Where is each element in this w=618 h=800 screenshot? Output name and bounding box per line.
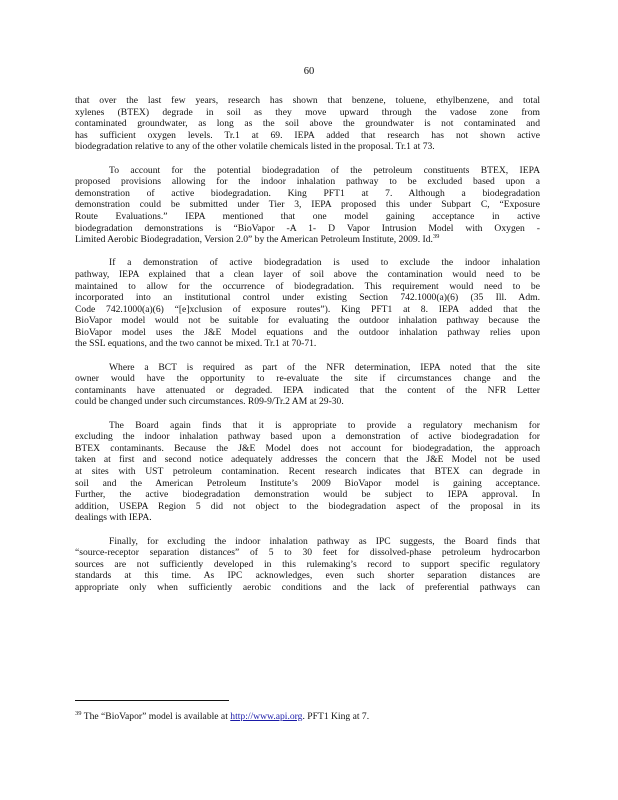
text-line: owner would have the opportunity to re-evaluate the site if circumstances change and the [75, 373, 540, 385]
paragraph-gap [75, 524, 540, 536]
text-line: that over the last few years, research has shown that benzene, toluene, ethylbenzene, and total [75, 95, 540, 106]
text-line: taken at first and second notice adequately addresses the concern that the J&E Model not be used [75, 454, 540, 466]
footnote-text-after: . PFT1 King at 7. [302, 711, 370, 722]
text-line: If a demonstration of active biodegradation is used to exclude the indoor inhalation [109, 257, 540, 269]
text-line: dealings with IEPA. [75, 512, 152, 524]
paragraph-gap [75, 153, 540, 165]
footnote-reference[interactable]: 39 [432, 234, 440, 240]
text-line: appropriate only when sufficiently aerobic conditions and the lack of preferential pathways can [75, 581, 540, 593]
footnote-number: 39 [75, 709, 82, 717]
text-line: incorporated into an institutional control under existing Section 742.1000(a)(6) (35 Ill. Adm. [75, 292, 540, 304]
text-line: proposed provisions allowing for the indoor inhalation pathway to be excluded based upon a [75, 176, 540, 188]
text-line: demonstration of active biodegradation. King PFT1 at 7. Although a biodegradation [75, 187, 540, 199]
text-line: excluding the indoor inhalation pathway based upon a demonstration of active biodegradation for [75, 431, 540, 443]
footnote-text-before: The “BioVapor” model is available at [83, 711, 231, 722]
footnote [75, 711, 540, 723]
paragraph-gap [75, 350, 540, 362]
paragraph [75, 420, 540, 524]
paragraph [75, 362, 540, 408]
text-line: Route Evaluations.” IEPA mentioned that one model gaining acceptance in active [75, 210, 540, 222]
paragraph [75, 95, 540, 153]
text-line: could be changed under such circumstances. R09-9/Tr.2 AM at 29-30. [75, 396, 344, 408]
text-line: “source-receptor separation distances” of 5 to 30 feet for dissolved-phase petroleum hydrocarbon [75, 547, 540, 559]
page-number: 60 [303, 66, 315, 77]
text-line: Limited Aerobic Biodegradation, Version 2.0” by the American Petroleum Institute, 2009. Id.$^{39}$ [75, 234, 440, 246]
paragraph-gap [75, 408, 540, 420]
text-line: contaminants have attenuated or degraded. IEPA indicated that the content of the NFR Letter [75, 384, 540, 396]
text-line: sources are not sufficiently developed in this rulemaking’s record to support specific regulatory [75, 558, 540, 570]
paragraph [75, 165, 540, 246]
text-line: BioVapor model uses the J&E Model equations and the outdoor inhalation pathway relies upon [75, 326, 540, 338]
text-line: standards at this time. As IPC acknowledges, even such shorter separation distances are [75, 570, 540, 582]
text-line: contaminated groundwater, as long as the soil above the groundwater is not contaminated and [75, 118, 540, 130]
paragraph-gap [75, 246, 540, 258]
text-line: pathway, IEPA explained that a clean layer of soil above the contamination would need to be [75, 268, 540, 280]
footnote-link[interactable]: http://www.api.org [230, 711, 303, 722]
text-line: soil and the American Petroleum Institute’s 2009 BioVapor model is gaining acceptance. [75, 477, 540, 489]
text-line: biodegradation relative to any of the other volatile chemicals listed in the proposal. Tr.1 at 73. [75, 141, 435, 153]
text-line: To account for the potential biodegradation of the petroleum constituents BTEX, IEPA [109, 164, 540, 176]
text-line: maintained to allow for the occurrence of biodegradation. This requirement would need to be [75, 280, 540, 292]
text-line: the SSL equations, and the two cannot be mixed. Tr.1 at 70-71. [75, 338, 317, 350]
text-line: Finally, for excluding the indoor inhalation pathway as IPC suggests, the Board finds that [109, 535, 540, 547]
text-line: demonstration could be submitted under Tier 3, IEPA proposed this under Subpart C, “Exposure [75, 199, 540, 211]
document-body [75, 95, 540, 594]
text-line: has sufficient oxygen levels. Tr.1 at 69. IEPA added that research has not shown active [75, 129, 540, 141]
text-line: Further, the active biodegradation demonstration would be subject to IEPA approval. In [75, 489, 540, 501]
text-line: The Board again finds that it is appropriate to provide a regulatory mechanism for [109, 419, 540, 431]
text-line: BTEX contaminants. Because the J&E Model does not account for biodegradation, the approach [75, 442, 540, 454]
text-line: Code 742.1000(a)(6) “[e]xclusion of exposure routes”). King PFT1 at 8. IEPA added that the [75, 303, 540, 315]
text-line: biodegradation demonstrations is “BioVapor -A 1- D Vapor Intrusion Model with Oxygen - [75, 222, 540, 234]
paragraph [75, 536, 540, 594]
text-line: Where a BCT is required as part of the NFR determination, IEPA noted that the site [109, 361, 540, 373]
text-line: addition, USEPA Region 5 did not object to the biodegradation aspect of the proposal in its [75, 500, 540, 512]
footnote-separator [75, 700, 229, 701]
text-line: BioVapor model would not be suitable for evaluating the outdoor inhalation pathway because the [75, 315, 540, 327]
text-line: at sites with UST petroleum contamination. Recent research indicates that BTEX can degrade in [75, 466, 540, 477]
paragraph [75, 257, 540, 350]
text-line: xylenes (BTEX) degrade in soil as they move upward through the vadose zone from [75, 106, 540, 118]
